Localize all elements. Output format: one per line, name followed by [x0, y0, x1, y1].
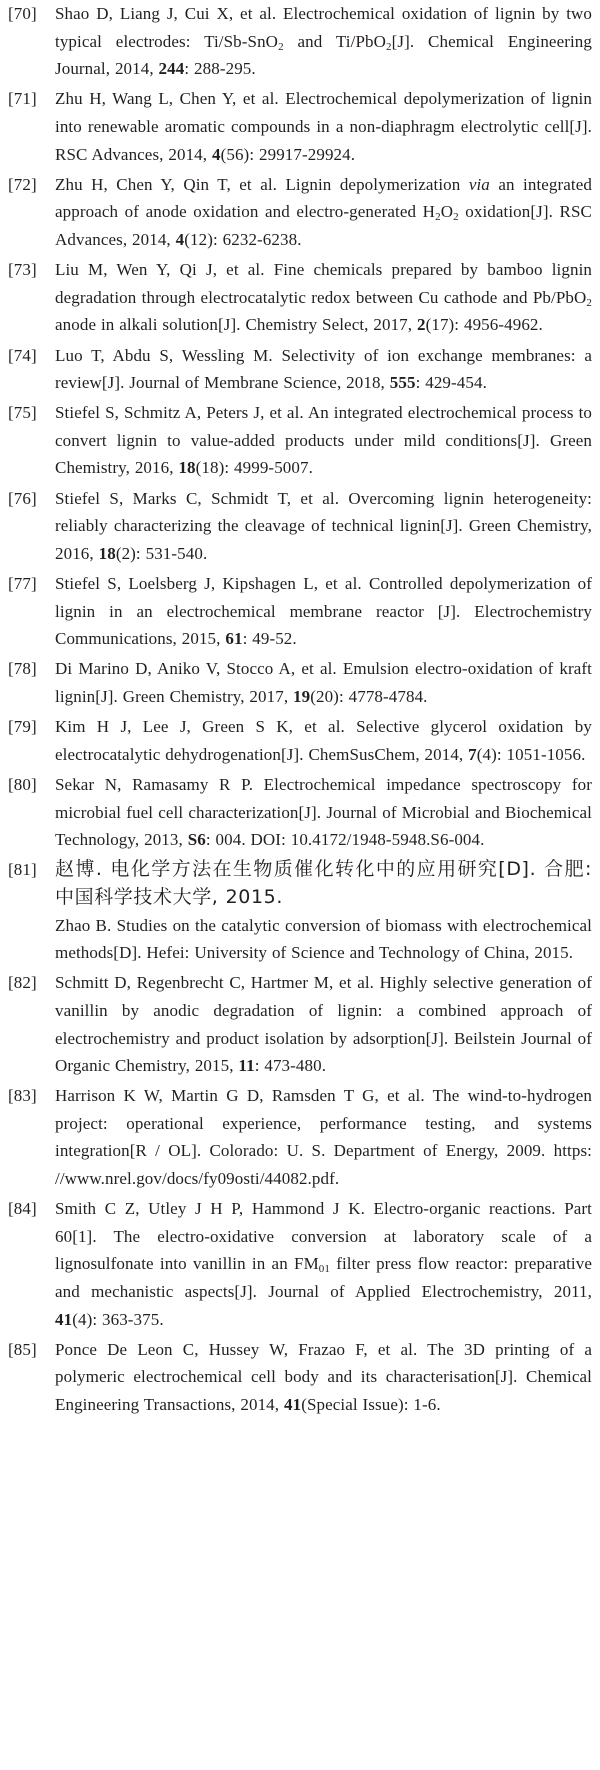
subscript: 2 [278, 40, 284, 53]
volume-number: 7 [468, 744, 477, 764]
reference-number: [78] [8, 659, 37, 679]
reference-number: [73] [8, 260, 37, 280]
reference-segment: (4): 1051-1056. [476, 744, 586, 764]
reference-segment: (12): 6232-6238. [184, 229, 302, 249]
reference-entry [8, 342, 592, 397]
reference-number: [72] [8, 174, 37, 194]
reference-segment: Di Marino D, Aniko V, Stocco A, et al. Emulsion electro-oxidation of kraft lignin[J]. Green Chemistry, 2017, [55, 659, 592, 706]
subscript: 01 [318, 1263, 330, 1276]
reference-segment: oxidation[J]. RSC Advances, 2014, [55, 202, 592, 249]
reference-number: [83] [8, 1086, 37, 1106]
reference-entry [8, 771, 592, 854]
reference-number: [81] [8, 860, 37, 880]
volume-number: 11 [238, 1056, 255, 1076]
reference-segment: : 473-480. [254, 1056, 327, 1076]
reference-number: [71] [8, 89, 37, 109]
reference-segment: Stiefel S, Schmitz A, Peters J, et al. An integrated electrochemical process to convert lignin to value-added products under mild conditions[J]. Green Chemistry, 2016, [55, 403, 592, 478]
reference-segment: (Special Issue): 1-6. [301, 1395, 441, 1414]
volume-number: S6 [187, 830, 206, 850]
volume-number: 19 [293, 687, 311, 706]
volume-number: 41 [284, 1395, 302, 1414]
reference-segment: (56): 29917-29924. [220, 144, 356, 164]
subscript: 2 [435, 211, 441, 224]
reference-text [55, 1336, 592, 1419]
reference-entry [8, 856, 592, 966]
reference-text [55, 969, 592, 1079]
reference-segment: Kim H J, Lee J, Green S K, et al. Selective glycerol oxidation by electrocatalytic dehydrogenation[J]. ChemSusChem, 2014, [55, 717, 592, 764]
reference-entry [8, 399, 592, 482]
reference-segment: Liu M, Wen Y, Qi J, et al. Fine chemicals prepared by bamboo lignin degradation through electrocatalytic redox between Cu cathode and Pb/PbO [55, 260, 592, 307]
reference-number: [76] [8, 488, 37, 508]
reference-text [55, 713, 592, 768]
reference-number: [79] [8, 717, 37, 737]
reference-segment: (18): 4999-5007. [195, 458, 313, 478]
reference-text [55, 256, 592, 339]
reference-list [8, 0, 592, 1419]
volume-number: 4 [175, 229, 185, 249]
reference-text [55, 85, 592, 168]
reference-text [55, 1082, 592, 1192]
reference-number: [70] [8, 4, 37, 23]
volume-number: 4 [211, 144, 221, 164]
reference-segment: Shao D, Liang J, Cui X, et al. Electrochemical oxidation of lignin by two typical electrodes: Ti/Sb-SnO [55, 4, 592, 51]
reference-entry [8, 713, 592, 768]
reference-entry [8, 256, 592, 339]
reference-entry [8, 0, 592, 83]
reference-segment: : 49-52. [242, 629, 297, 649]
volume-number: 2 [416, 315, 426, 335]
reference-segment: [J]. Chemical Engineering Journal, 2014, [55, 31, 593, 79]
reference-entry [8, 1082, 592, 1192]
reference-text [55, 856, 592, 966]
reference-segment: Ponce De Leon C, Hussey W, Frazao F, et al. The 3D printing of a polymeric electrochemical cell body and its characterisation[J]. Chemical Engineering Transactions, 2014, [55, 1339, 592, 1414]
reference-text [55, 0, 592, 83]
reference-number: [82] [8, 973, 37, 993]
reference-segment: Zhu H, Wang L, Chen Y, et al. Electrochemical depolymerization of lignin into renewable aromatic compounds in a non-diaphragm electrolytic cell[J]. RSC Advances, 2014, [55, 89, 592, 164]
reference-number: [74] [8, 345, 37, 365]
reference-segment: (17): 4956-4962. [425, 315, 543, 335]
reference-entry [8, 171, 592, 254]
reference-segment: Stiefel S, Loelsberg J, Kipshagen L, et al. Controlled depolymerization of lignin in an electrochemical membrane reactor [J]. Electrochemistry Communications, 2015, [55, 574, 592, 649]
reference-segment: (2): 531-540. [115, 543, 208, 563]
reference-segment: filter press flow reactor: preparative and mechanistic aspects[J]. Journal of Applied Electrochemistry, 2011, [55, 1254, 592, 1302]
reference-segment: : 004. DOI: 10.4172/1948-5948.S6-004. [205, 830, 485, 850]
reference-segment: : 288-295. [184, 59, 256, 79]
reference-segment: and Ti/PbO [283, 31, 386, 51]
reference-entry [8, 1195, 592, 1333]
chinese-citation: 赵博. 电化学方法在生物质催化转化中的应用研究[D]. 合肥: 中国科学技术大学, 2015. [55, 858, 592, 908]
volume-number: 18 [178, 458, 196, 478]
reference-segment: anode in alkali solution[J]. Chemistry Select, 2017, [55, 315, 417, 335]
reference-segment: Sekar N, Ramasamy R P. Electrochemical impedance spectroscopy for microbial fuel cell characterization[J]. Journal of Microbial and Biochemical Technology, 2013, [55, 774, 592, 850]
reference-number: [75] [8, 403, 37, 423]
reference-text [55, 485, 592, 568]
reference-entry [8, 85, 592, 168]
reference-entry [8, 570, 592, 653]
reference-entry [8, 969, 592, 1079]
reference-number: [80] [8, 774, 37, 794]
reference-segment: Stiefel S, Marks C, Schmidt T, et al. Overcoming lignin heterogeneity: reliably characterizing the cleavage of technical lignin[J]. Green Chemistry, 2016, [55, 488, 592, 563]
reference-text [55, 655, 592, 710]
reference-segment: Zhu H, Chen Y, Qin T, et al. Lignin depolymerization [55, 174, 469, 194]
reference-segment: Smith C Z, Utley J H P, Hammond J K. Electro-organic reactions. Part 60[1]. The electro-oxidative conversion at laboratory scale of a lignosulfonate into vanillin in an FM [55, 1199, 592, 1274]
reference-entry [8, 655, 592, 710]
subscript: 2 [586, 296, 592, 309]
volume-number: 61 [225, 629, 243, 649]
subscript: 2 [385, 40, 392, 53]
reference-text [55, 1195, 592, 1333]
reference-segment: Zhao B. Studies on the catalytic conversion of biomass with electrochemical methods[D]. Hefei: University of Science and Technology of China, 2015. [55, 915, 592, 963]
reference-segment: (20): 4778-4784. [310, 687, 428, 706]
volume-number: 555 [389, 373, 416, 393]
reference-segment: an integrated approach of anode oxidation and electro-generated H [55, 174, 592, 222]
volume-number: 18 [98, 543, 116, 563]
reference-segment: Schmitt D, Regenbrecht C, Hartmer M, et al. Highly selective generation of vanillin by anodic degradation of lignin: a combined approach of electrochemistry and product isolation by adsorption[J]. Beilstein Journal of Organic Chemistry, 2015, [55, 973, 592, 1076]
reference-segment: (4): 363-375. [72, 1309, 164, 1329]
subscript: 2 [453, 211, 459, 224]
reference-segment: O [440, 202, 454, 222]
reference-number: [85] [8, 1339, 37, 1359]
reference-text [55, 570, 592, 653]
reference-entry [8, 485, 592, 568]
volume-number: 41 [55, 1309, 73, 1329]
reference-segment: Harrison K W, Martin G D, Ramsden T G, et al. The wind-to-hydrogen project: operational experience, performance testing, and systems integration[R / OL]. Colorado: U. S. Department of Energy, 2009. https: //www.nrel.gov/docs/fy09osti/44082.pdf. [55, 1086, 592, 1189]
reference-number: [84] [8, 1199, 37, 1219]
italic-term: via [468, 174, 490, 194]
reference-number: [77] [8, 574, 37, 594]
reference-segment: : 429-454. [415, 373, 487, 393]
reference-entry [8, 1336, 592, 1419]
reference-text [55, 171, 592, 254]
reference-text [55, 771, 592, 854]
volume-number: 244 [158, 59, 185, 79]
reference-text [55, 399, 592, 482]
reference-segment: Luo T, Abdu S, Wessling M. Selectivity of ion exchange membranes: a review[J]. Journal of Membrane Science, 2018, [55, 345, 592, 393]
reference-text [55, 342, 592, 397]
